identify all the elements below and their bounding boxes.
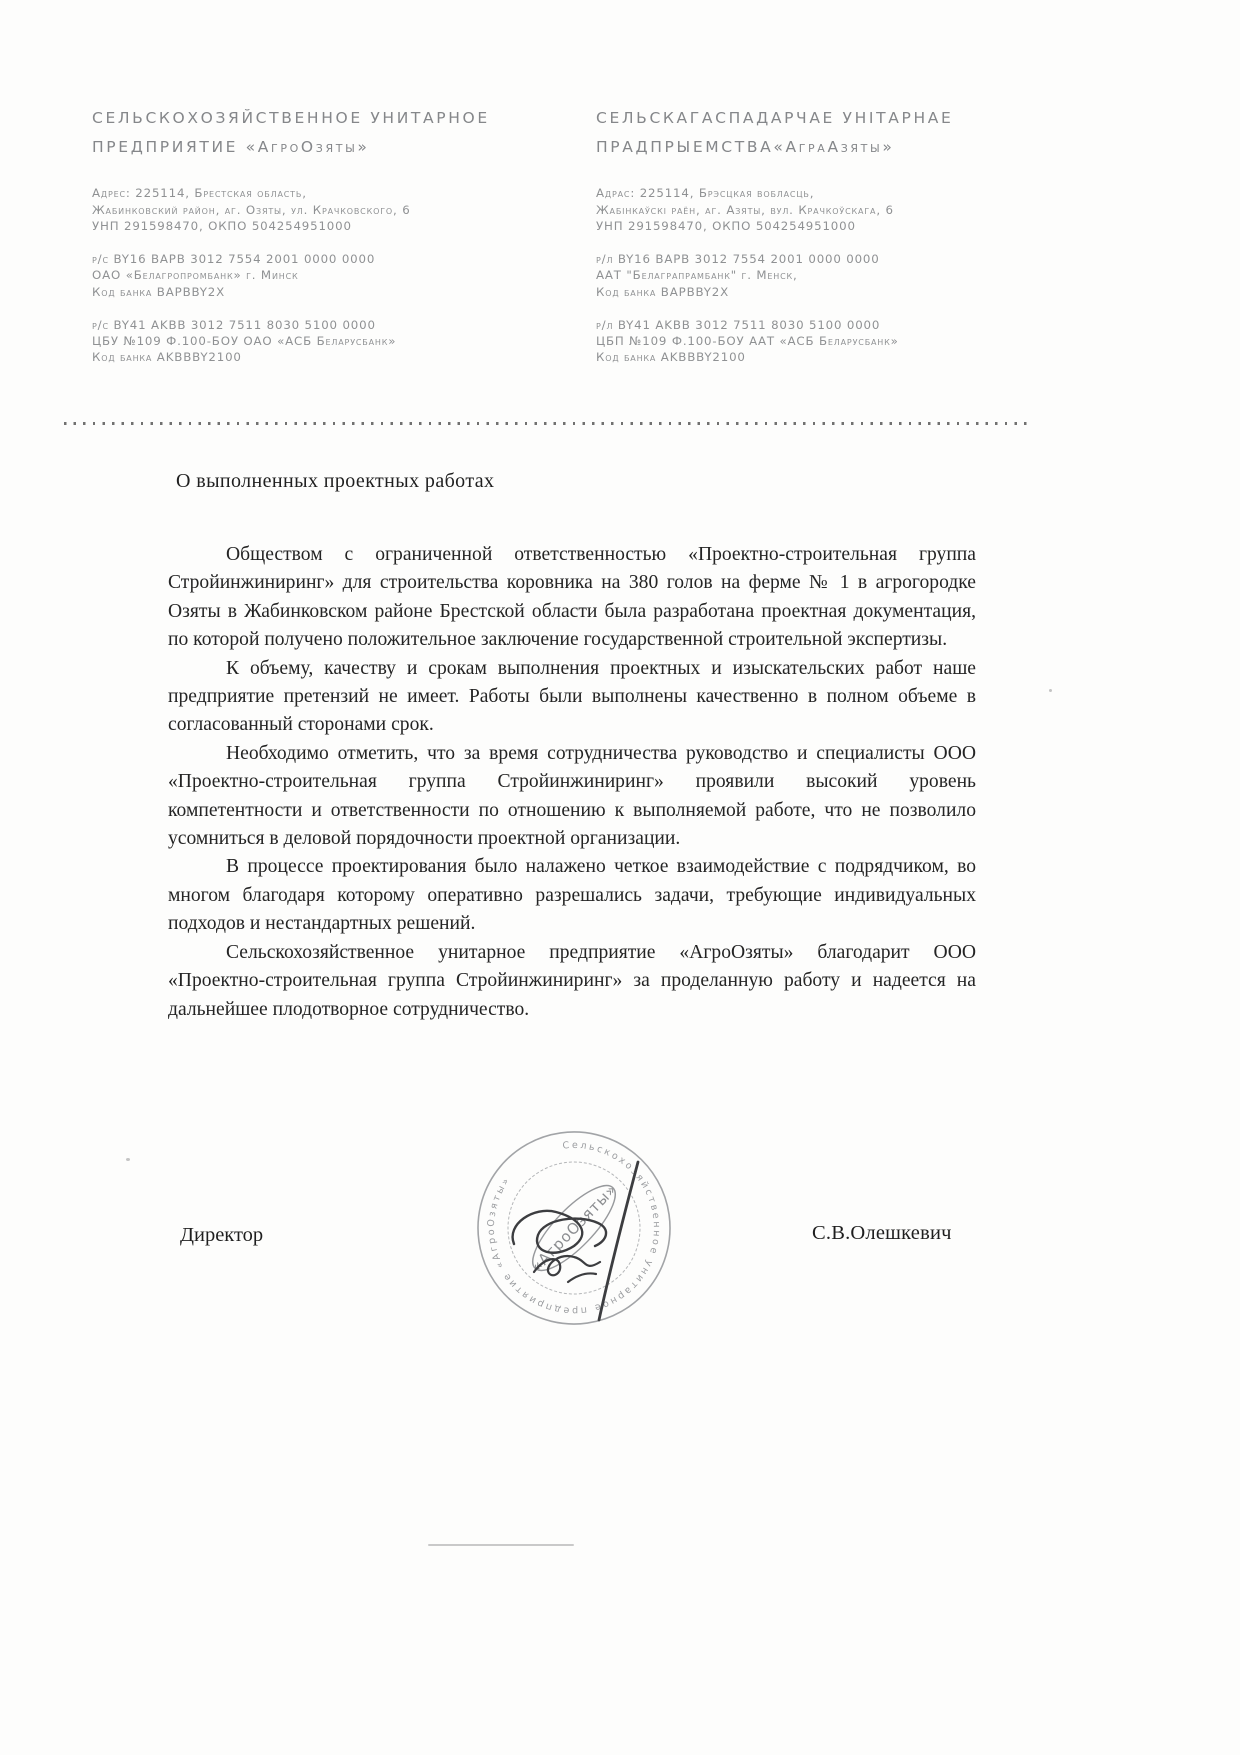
bank1-ru-account: р/с BY16 BAPB 3012 7554 2001 0000 0000 [92, 252, 376, 267]
dotted-divider [64, 422, 1028, 425]
subject-line: О выполненных проектных работах [176, 470, 495, 492]
company-name-ru [92, 104, 572, 161]
address-by-line2: Жабінкаўскі раён, аг. Азяты, вул. Крачкоўскага, 6 [596, 202, 894, 217]
bank1-ru-name: ОАО «Белагропромбанк» г. Минск [92, 268, 299, 283]
bank2-by-account: р/л BY41 AKBB 3012 7511 8030 5100 0000 [596, 317, 881, 332]
scan-speck [126, 1158, 130, 1161]
address-ru-line3: УНП 291598470, ОКПО 504254951000 [92, 218, 352, 233]
bank1-by-code: Код банка BAPBBY2X [596, 284, 730, 299]
paragraph-5: Сельскохозяйственное унитарное предприятие «АгроОзяты» благодарит ООО «Проектно-строительная группа Стройинжиниринг» за проделанную работу и надеется на дальнейшее плодотворное сотрудничество. [168, 941, 976, 1020]
bank1-block-ru [92, 251, 572, 300]
paragraph-4: В процессе проектирования было налажено четкое взаимодействие с подрядчиком, во многом благодаря которому оперативно разрешались задачи, требующие индивидуальных подходов и нестандартных решений. [168, 856, 976, 935]
address-ru-line2: Жабинковский район, аг. Озяты, ул. Крачковского, 6 [92, 202, 411, 217]
address-block-by [596, 185, 1076, 234]
address-by-line1: Адрас: 225114, Брэсцкая вобласць, [596, 186, 815, 201]
address-by-line3: УНП 291598470, ОКПО 504254951000 [596, 218, 856, 233]
stamp [448, 1122, 700, 1334]
bank2-by-code: Код банка AKBBBY2100 [596, 350, 746, 365]
address-ru-line1: Адрес: 225114, Брестская область, [92, 186, 307, 201]
company-name-by [596, 104, 1076, 161]
signer-role: Директор [180, 1224, 264, 1246]
signer-name: С.В.Олешкевич [812, 1222, 952, 1244]
stamp-center-text: «АгроОзяты» [527, 1180, 621, 1276]
stamp-rim-text: Сельскохозяйственное унитарное предприятие «АгроОзяты» [485, 1139, 663, 1317]
stamp-seal [466, 1122, 683, 1334]
company-name-ru-line2: ПРЕДПРИЯТИЕ «АгроОзяты» [92, 137, 370, 156]
bank2-ru-account: р/с BY41 AKBB 3012 7511 8030 5100 0000 [92, 317, 376, 332]
scan-artifact-line [428, 1544, 574, 1546]
letterhead-belarusian-column [596, 104, 1076, 383]
letter-body [168, 541, 976, 1024]
scan-speck [1049, 689, 1052, 692]
bank2-ru-code: Код банка AKBBBY2100 [92, 350, 242, 365]
paragraph-2: К объему, качеству и срокам выполнения проектных и изыскательских работ наше предприятие претензий не имеет. Работы были выполнены качественно в полном объеме в согласованный сторонами срок. [168, 657, 976, 736]
letterhead-russian-column [92, 104, 572, 383]
paragraph-1: Обществом с ограниченной ответственностью «Проектно-строительная группа Стройинжиниринг» для строительства коровника на 380 голов на ферме № 1 в агрогородке Озяты в Жабинковском районе Брестской области была разработана проектная документация, по которой получено положительное заключение государственной строительной экспертизы. [168, 544, 976, 651]
bank2-by-name: ЦБП №109 Ф.100-БОУ ААТ «АСБ Беларусбанк» [596, 334, 899, 349]
company-name-by-line1: СЕЛЬСКАГАСПАДАРЧАЕ УНІТАРНАЕ [596, 109, 954, 127]
bank2-block-by [596, 317, 1076, 366]
company-name-ru-line1: СЕЛЬСКОХОЗЯЙСТВЕННОЕ УНИТАРНОЕ [92, 109, 490, 127]
bank1-by-account: р/л BY16 BAPB 3012 7554 2001 0000 0000 [596, 252, 880, 267]
address-block-ru [92, 185, 572, 234]
bank2-ru-name: ЦБУ №109 Ф.100-БОУ ОАО «АСБ Беларусбанк» [92, 334, 397, 349]
bank1-ru-code: Код банка BAPBBY2X [92, 284, 226, 299]
bank1-by-name: ААТ "Белаграпрамбанк" г. Менск, [596, 268, 798, 283]
bank1-block-by [596, 251, 1076, 300]
bank2-block-ru [92, 317, 572, 366]
paragraph-3: Необходимо отметить, что за время сотрудничества руководство и специалисты ООО «Проектно-строительная группа Стройинжиниринг» проявили высокий уровень компетентности и ответственности по отношению к выполняемой работе, что не позволило усомниться в деловой порядочности проектной организации. [168, 742, 976, 850]
company-name-by-line2: ПРАДПРЫЕМСТВА«АграАзяты» [596, 137, 895, 156]
